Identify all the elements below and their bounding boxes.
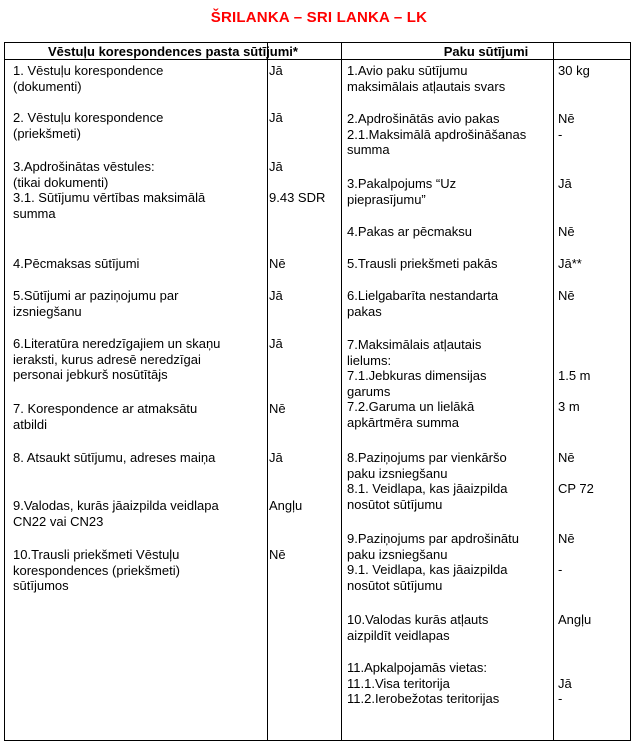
left-item-value: Jā [269,450,283,465]
left-item-label: 1. Vēstuļu korespondence (dokumenti) [13,63,164,94]
right-item-label: 6.Lielgabarīta nestandarta pakas [347,288,499,319]
column-divider [553,43,554,740]
right-item-value: Jā - [558,675,572,706]
left-item-label: 3.Apdrošinātas vēstules: (tikai dokumenti) 3.1. Sūtījumu vērtības maksimālā summa [13,159,206,221]
left-item-value: Jā [269,110,283,125]
right-item-label: 11.Apkalpojamās vietas: 11.1.Visa teritorija 11.2.Ierobežotas teritorijas [347,660,500,706]
left-item-label: 4.Pēcmaksas sūtījumi [13,256,140,271]
header-parcels: Paku sūtījumi [443,44,529,59]
right-item-label: 9.Paziņojums par apdrošinātu paku izsniegšanu 9.1. Veidlapa, kas jāaizpilda nosūtot sūtījumu [347,531,519,593]
right-item-label: 5.Trausli priekšmeti pakās [347,256,498,271]
right-item-label: 10.Valodas kurās atļauts aizpildīt veidlapas [347,612,489,643]
left-item-label: 6.Literatūra neredzīgajiem un skaņu ieraksti, kurus adresē neredzīgai personai jebkurš nosūtītājs [13,336,221,382]
right-item-value: 1.5 m 3 m [558,368,591,414]
header-divider [5,59,630,60]
left-item-value: Jā [269,288,283,303]
right-item-value: Jā** [558,256,582,271]
right-item-label: 2.Apdrošinātās avio pakas 2.1.Maksimālā apdrošināšanas summa [347,111,527,157]
right-item-value: Angļu [558,612,592,627]
right-item-value: Nē CP 72 [558,450,594,496]
right-item-value: Jā [558,176,572,191]
left-item-value: Jā [269,63,283,78]
header-letters: Vēstuļu korespondences pasta sūtījumi* [48,44,298,59]
right-item-value: Nē - [558,111,575,142]
left-item-label: 2. Vēstuļu korespondence (priekšmeti) [13,110,164,141]
right-item-label: 3.Pakalpojums “Uz pieprasījumu” [347,176,457,207]
left-item-value: Nē [269,256,286,271]
left-item-value: Jā [269,336,283,351]
column-divider [341,43,342,740]
column-divider [267,43,268,740]
left-item-label: 8. Atsaukt sūtījumu, adreses maiņa [13,450,216,465]
info-table [4,42,631,741]
right-item-value: Nē [558,288,575,303]
page-title: ŠRILANKA – SRI LANKA – LK [210,9,428,26]
right-item-value: 30 kg [558,63,590,78]
right-item-label: 1.Avio paku sūtījumu maksimālais atļautais svars [347,63,506,94]
left-item-value: Angļu [269,498,303,513]
right-item-label: 4.Pakas ar pēcmaksu [347,224,473,239]
left-item-label: 9.Valodas, kurās jāaizpilda veidlapa CN22 vai CN23 [13,498,219,529]
right-item-label: 8.Paziņojums par vienkāršo paku izsniegšanu 8.1. Veidlapa, kas jāaizpilda nosūtot sūtījumu [347,450,508,512]
right-item-value: Nē - [558,531,575,577]
right-item-value: Nē [558,224,575,239]
left-item-label: 7. Korespondence ar atmaksātu atbildi [13,401,198,432]
right-item-label: 7.Maksimālais atļautais lielums: 7.1.Jebkuras dimensijas garums 7.2.Garuma un lielākā apkārtmēra summa [347,337,487,430]
left-item-value: Jā 9.43 SDR [269,159,326,205]
left-item-label: 5.Sūtījumi ar paziņojumu par izsniegšanu [13,288,179,319]
left-item-value: Nē [269,401,286,416]
left-item-label: 10.Trausli priekšmeti Vēstuļu korespondences (priekšmeti) sūtījumos [13,547,180,593]
left-item-value: Nē [269,547,286,562]
